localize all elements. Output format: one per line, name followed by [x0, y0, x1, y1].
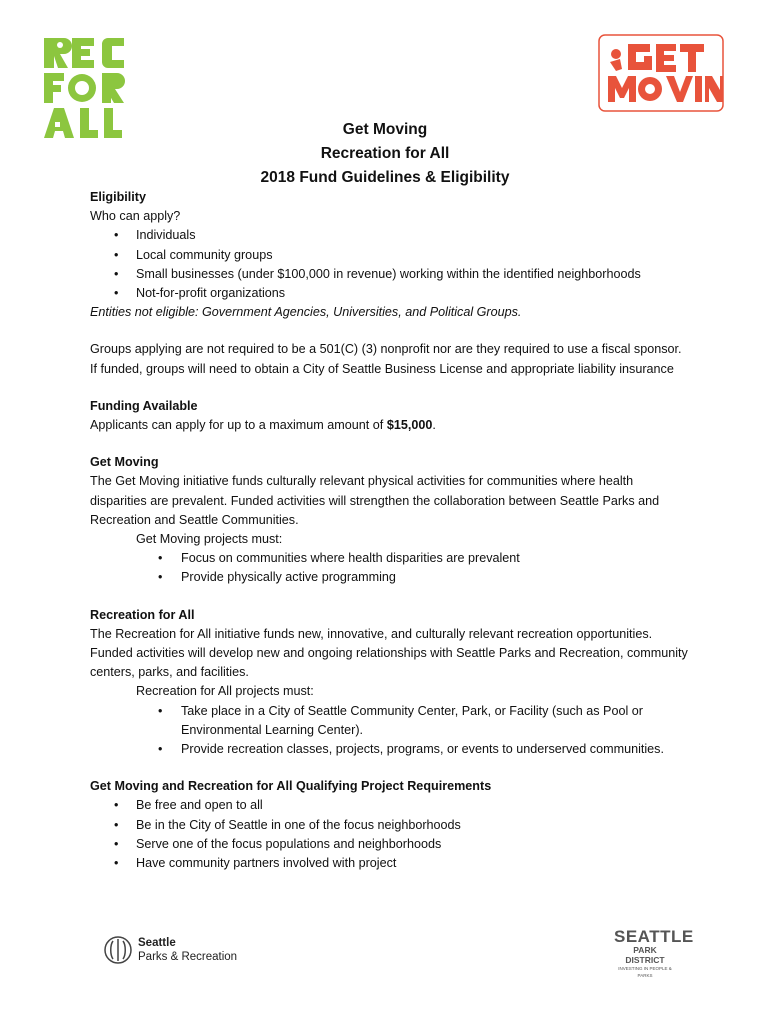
list-item — [90, 284, 690, 303]
list-item-text: Individuals — [136, 228, 196, 243]
eligibility-list — [90, 226, 690, 303]
list-item-text: Be in the City of Seattle in one of the focus neighborhoods — [136, 817, 461, 832]
list-item — [90, 549, 690, 568]
seattle-seal-icon — [104, 933, 134, 967]
park-district-name: PARK DISTRICT — [625, 945, 665, 965]
list-item — [90, 265, 690, 284]
bullet-icon: • — [114, 247, 119, 262]
bullet-icon: • — [158, 742, 163, 757]
document-body — [90, 188, 690, 873]
funding-text-lead: Applicants can apply for up to a maximum amount of — [90, 418, 387, 433]
parks-recreation-label: Parks & Recreation — [138, 951, 238, 963]
rec-for-all-must: Recreation for All projects must: — [136, 684, 314, 699]
bullet-icon: • — [114, 286, 119, 301]
list-item-text: Small businesses (under $100,000 in revenue) working within the identified neighborhoods — [136, 266, 641, 281]
get-moving-must: Get Moving projects must: — [136, 532, 283, 547]
list-item-text: Take place in a City of Seattle Community Center, Park, or Facility (such as Pool or Environmental Learning Center). — [181, 703, 643, 737]
list-item — [90, 835, 690, 854]
list-item-text: Focus on communities where health disparities are prevalent — [181, 551, 520, 566]
bullet-icon: • — [114, 798, 119, 813]
list-item-text: Not-for-profit organizations — [136, 286, 286, 301]
list-item — [90, 796, 690, 815]
list-item-text: Have community partners involved with project — [136, 856, 397, 871]
bullet-icon: • — [114, 836, 119, 851]
bullet-icon: • — [158, 703, 163, 718]
funding-amount: $15,000 — [386, 418, 433, 433]
list-item — [90, 854, 690, 873]
park-district-seattle: SEATTLE — [614, 927, 694, 946]
get-moving-logo — [598, 34, 724, 112]
rec-for-all-paragraph: The Recreation for All initiative funds new, innovative, and culturally relevant recreation opportunities. Funded activities will develop new and ongoing relationships with Seattle Parks and Recreation, community centers, parks, and facilities. — [90, 626, 688, 680]
nonprofit-paragraph: Groups applying are not required to be a 501(C) (3) nonprofit nor are they required to use a fiscal sponsor. If funded, groups will need to obtain a City of Seattle Business License and appropriate liability insurance — [90, 342, 682, 376]
bullet-icon: • — [114, 856, 119, 871]
seattle-park-district-logo — [614, 927, 694, 978]
requirements-list — [90, 796, 690, 873]
eligibility-heading: Eligibility — [90, 190, 146, 204]
list-item-text: Provide physically active programming — [181, 570, 396, 585]
list-item — [90, 568, 690, 587]
title-line-2: Recreation for All — [320, 145, 450, 162]
seattle-label: Seattle — [138, 937, 176, 949]
bullet-icon: • — [158, 570, 163, 585]
list-item — [90, 226, 690, 245]
funding-suffix: . — [432, 418, 436, 433]
rec-for-all-heading: Recreation for All — [90, 607, 195, 622]
rec-for-all-list — [90, 702, 690, 760]
not-eligible-note: Entities not eligible: Government Agencies, Universities, and Political Groups. — [90, 305, 522, 320]
document-title — [0, 118, 770, 190]
bullet-icon: • — [114, 266, 119, 281]
list-item-text: Provide recreation classes, projects, programs, or events to underserved communities. — [181, 742, 664, 757]
list-item — [90, 246, 690, 265]
funding-heading: Funding Available — [90, 398, 198, 413]
bullet-icon: • — [158, 551, 163, 566]
park-district-tagline: INVESTING IN PEOPLE & PARKS — [618, 966, 672, 978]
get-moving-paragraph: The Get Moving initiative funds culturally relevant physical activities for communities where health disparities are prevalent. Funded activities will strengthen the collaboration between Seattle Parks and Recreation and Seattle Communities. — [90, 474, 660, 527]
eligibility-question: Who can apply? — [90, 209, 181, 224]
bullet-icon: • — [114, 817, 119, 832]
list-item — [90, 740, 690, 759]
seattle-parks-logo — [104, 933, 244, 969]
list-item-text: Be free and open to all — [136, 798, 263, 813]
title-line-3: 2018 Fund Guidelines & Eligibility — [260, 169, 510, 186]
get-moving-list — [90, 549, 690, 587]
list-item-text: Serve one of the focus populations and neighborhoods — [136, 836, 442, 851]
title-line-1: Get Moving — [342, 121, 428, 138]
list-item-text: Local community groups — [136, 247, 273, 262]
list-item — [90, 702, 690, 740]
requirements-heading: Get Moving and Recreation for All Qualifying Project Requirements — [90, 779, 492, 794]
get-moving-heading: Get Moving — [90, 455, 159, 470]
bullet-icon: • — [114, 228, 119, 243]
funding-text — [90, 416, 690, 435]
list-item — [90, 816, 690, 835]
